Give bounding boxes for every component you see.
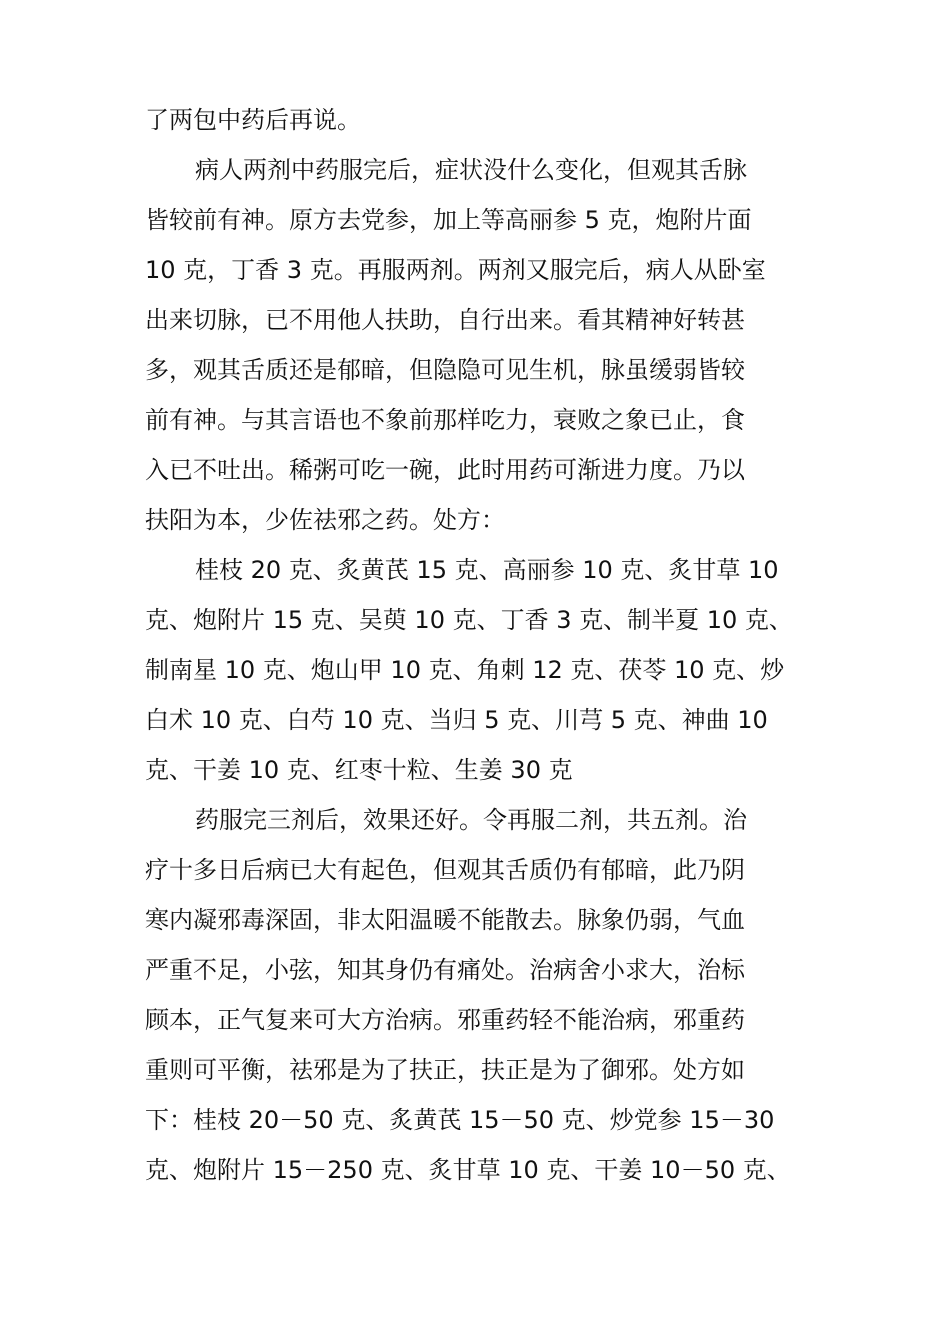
text-line: 白术 10 克、白芍 10 克、当归 5 克、川芎 5 克、神曲 10 (145, 706, 768, 734)
document-body (145, 95, 795, 1195)
text-line: 克、炮附片 15 克、吴萸 10 克、丁香 3 克、制半夏 10 克、 (145, 606, 793, 634)
text-line: 了两包中药后再说。 (145, 106, 361, 134)
text-line: 扶阳为本，少佐祛邪之药。处方： (145, 506, 505, 534)
text-line: 疗十多日后病已大有起色，但观其舌质仍有郁暗，此乃阴 (145, 856, 745, 884)
text-line: 出来切脉，已不用他人扶助，自行出来。看其精神好转甚 (145, 306, 745, 334)
text-line: 寒内凝邪毒深固，非太阳温暖不能散去。脉象仍弱，气血 (145, 906, 745, 934)
text-line: 顾本，正气复来可大方治病。邪重药轻不能治病，邪重药 (145, 1006, 745, 1034)
text-line: 皆较前有神。原方去党参，加上等高丽参 5 克，炮附片面 (145, 206, 752, 234)
text-line: 克、干姜 10 克、红枣十粒、生姜 30 克 (145, 756, 573, 784)
text-line: 克、炮附片 15－250 克、炙甘草 10 克、干姜 10－50 克、 (145, 1156, 791, 1184)
text-line: 前有神。与其言语也不象前那样吃力，衰败之象已止，食 (145, 406, 745, 434)
text-line: 重则可平衡，祛邪是为了扶正，扶正是为了御邪。处方如 (145, 1056, 745, 1084)
text-line: 制南星 10 克、炮山甲 10 克、角刺 12 克、茯苓 10 克、炒 (145, 656, 785, 684)
text-line: 10 克，丁香 3 克。再服两剂。两剂又服完后，病人从卧室 (145, 256, 766, 284)
text-line: 下：桂枝 20－50 克、炙黄芪 15－50 克、炒党参 15－30 (145, 1106, 775, 1134)
paragraph-first-line: 桂枝 20 克、炙黄芪 15 克、高丽参 10 克、炙甘草 10 (195, 556, 779, 584)
text-line: 入已不吐出。稀粥可吃一碗，此时用药可渐进力度。乃以 (145, 456, 745, 484)
paragraph-first-line: 药服完三剂后，效果还好。令再服二剂，共五剂。治 (195, 806, 747, 834)
paragraph-first-line: 病人两剂中药服完后，症状没什么变化，但观其舌脉 (195, 156, 747, 184)
text-line: 严重不足，小弦，知其身仍有痛处。治病舍小求大，治标 (145, 956, 745, 984)
text-line: 多，观其舌质还是郁暗，但隐隐可见生机，脉虽缓弱皆较 (145, 356, 745, 384)
